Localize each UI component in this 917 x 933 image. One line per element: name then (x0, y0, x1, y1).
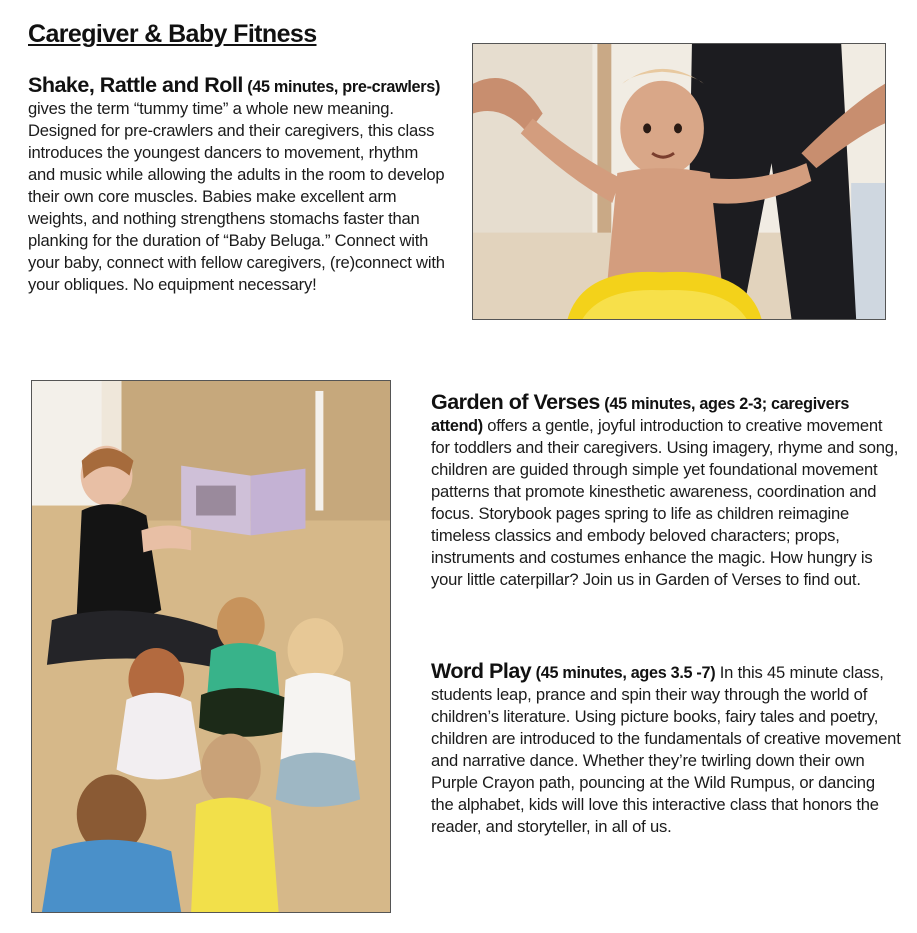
class-description-garden-of-verses (431, 391, 901, 591)
page-title: Caregiver & Baby Fitness (28, 20, 317, 48)
class-meta: (45 minutes, ages 3.5 -7) (535, 664, 716, 682)
class-heading: Shake, Rattle and Roll (28, 73, 243, 97)
class-body: gives the term “tummy time” a whole new meaning. Designed for pre-crawlers and their caregivers, this class introduces the youngest dancers to movement, rhythm and music while allowing the adults in the room to develop their own core muscles. Babies make excellent arm weights, and nothing strengthens stomachs faster than planking for the duration of “Baby Beluga.” Connect with your baby, connect with fellow caregivers, (re)connect with your obliques. No equipment necessary! (28, 99, 445, 294)
baby-photo-illustration (473, 44, 885, 319)
class-description-word-play (431, 660, 901, 838)
dance-class-illustration (32, 381, 390, 912)
baby-photo (472, 43, 886, 320)
class-description-shake-rattle-roll (28, 74, 448, 296)
class-body: offers a gentle, joyful introduction to creative movement for toddlers and their caregivers. Using imagery, rhyme and song, children are guided through simple yet foundational movement patterns that promote kinesthetic awareness, coordination and focus. Storybook pages spring to life as children reimagine timeless classics and embody beloved characters; props, instruments and costumes enhance the magic. How hungry is your little caterpillar? Join us in Garden of Verses to find out. (431, 416, 899, 589)
class-meta: (45 minutes, ages 2-3; caregivers attend) (431, 395, 850, 435)
class-meta: (45 minutes, pre-crawlers) (247, 78, 441, 96)
dance-class-photo (31, 380, 391, 913)
class-body: In this 45 minute class, students leap, prance and spin their way through the world of children’s literature. Using picture books, fairy tales and poetry, children are introduced to the fundamentals of creative movement and narrative dance. Whether they’re twirling down their own Purple Crayon path, pouncing at the Wild Rumpus, or dancing the alphabet, kids will love this interactive class that honors the reader, and storyteller, in all of us. (431, 663, 901, 836)
class-heading: Word Play (431, 659, 532, 683)
class-heading: Garden of Verses (431, 390, 600, 414)
